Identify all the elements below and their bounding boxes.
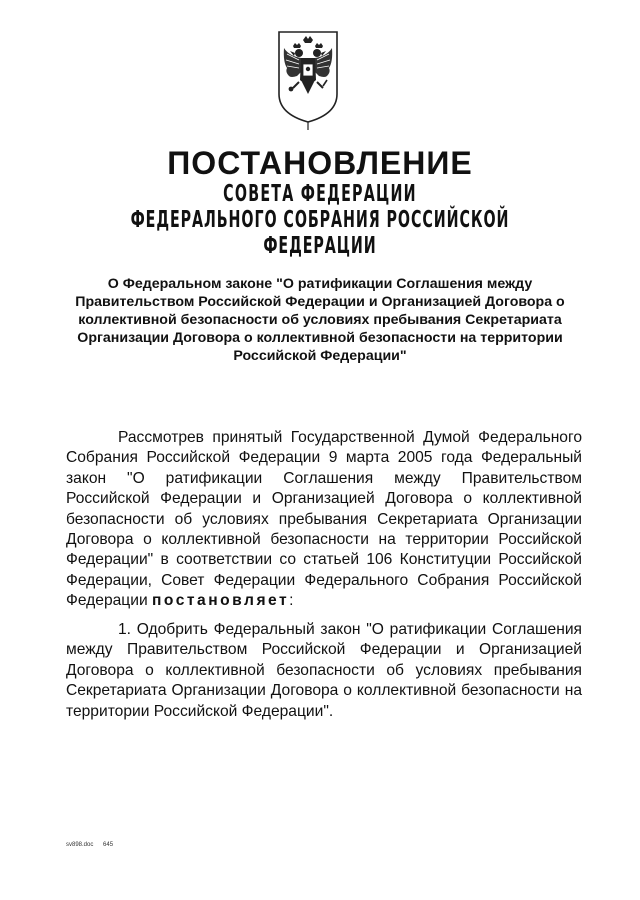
coat-of-arms-icon (275, 28, 341, 132)
footer-file-code: sv898.doc (66, 842, 94, 848)
resolution-keyword: постановляет (152, 592, 290, 610)
paragraph-1-text: Рассмотрев принятый Государственной Думой Федерального Собрания Российской Федерации 9 марта 2005 года Федеральный закон "О ратификации Соглашения между Правительством Российской Федерации и Организацией Договора о коллективной безопасности об условиях пребывания Секретариата Организации Договора о коллективной безопасности на территории Российской Федерации" в соответствии со статьей 106 Конституции Российской Федерации, Совет Федерации Федерального Собрания Российской Федерации (66, 429, 582, 610)
issuer-line-2: ФЕДЕРАЛЬНОГО СОБРАНИЯ РОССИЙСКОЙ ФЕДЕРАЦИИ (130, 207, 510, 259)
footer-number: 645 (103, 842, 114, 848)
paragraph-1 (66, 428, 582, 612)
paragraph-1-end: : (289, 592, 294, 610)
footer (66, 842, 121, 848)
document-subject: О Федеральном законе "О ратификации Соглашения между Правительством Российской Федерации и Организацией Договора о коллективной безопасности об условиях пребывания Секретариата Организации Договора о коллективной безопасности на территории Российской Федерации" (75, 276, 565, 364)
issuer-line-1: СОВЕТА ФЕДЕРАЦИИ (223, 181, 417, 207)
paragraph-2: 1. Одобрить Федеральный закон "О ратификации Соглашения между Правительством Российской Федерации и Организацией Договора о коллективной безопасности об условиях пребывания Секретариата Организации Договора о коллективной безопасности на территории Российской Федерации". (66, 621, 582, 720)
document-title: ПОСТАНОВЛЕНИЕ (167, 145, 473, 181)
